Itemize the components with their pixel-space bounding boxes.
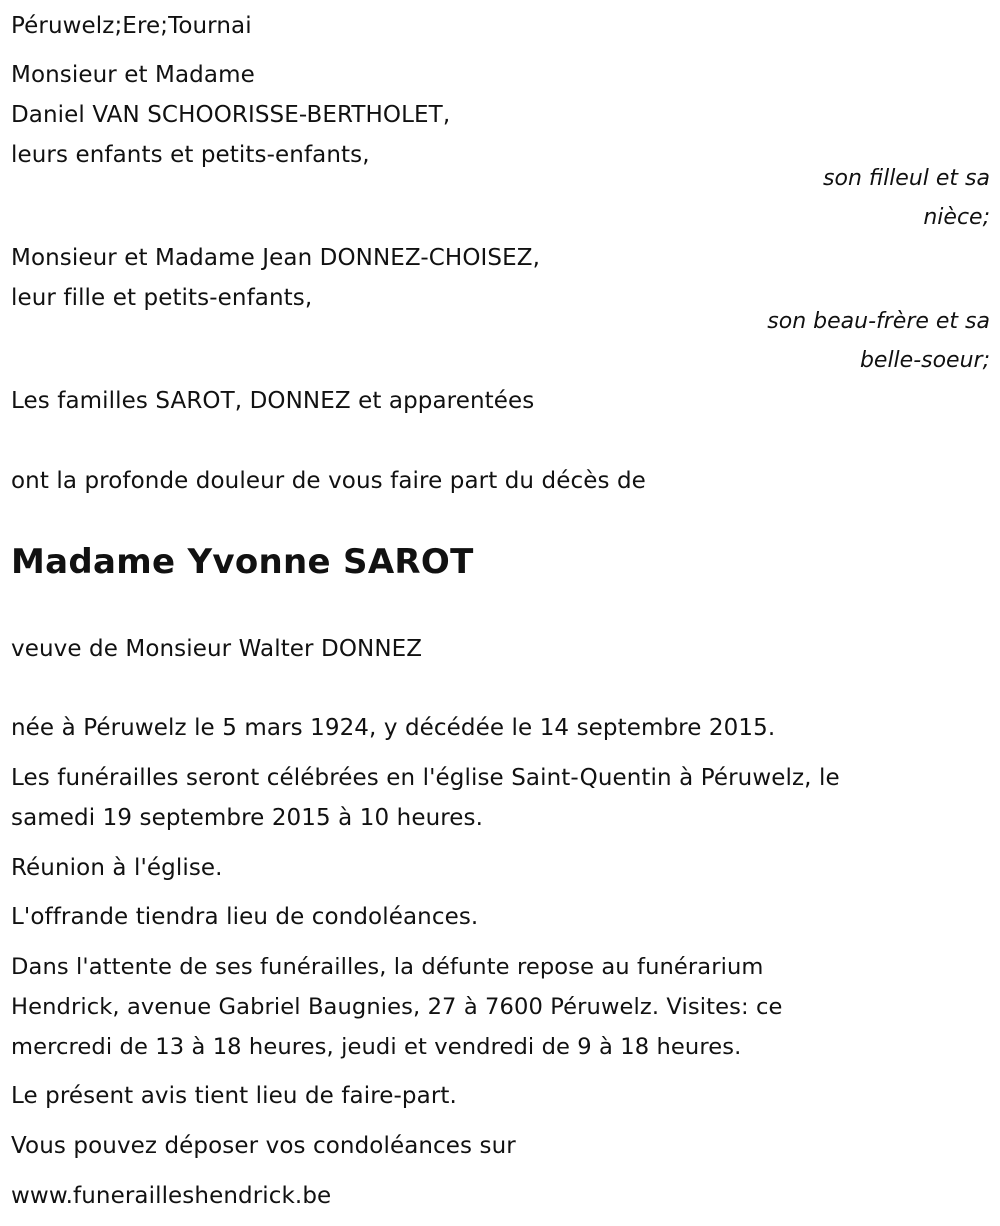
spouse-line: veuve de Monsieur Walter DONNEZ [11,636,423,662]
visitation-line-1: Dans l'attente de ses funérailles, la défunte repose au funérarium [11,954,764,980]
family-2-line-2: leur fille et petits-enfants, [11,285,313,311]
family-1-relation-1: son filleul et sa [823,166,990,191]
announcement: ont la profonde douleur de vous faire part du décès de [11,468,646,494]
family-2-relation-1: son beau-frère et sa [767,309,990,334]
family-1-line-3: leurs enfants et petits-enfants, [11,142,370,168]
deceased-name: Madame Yvonne SAROT [11,542,474,582]
website-link[interactable]: www.funerailleshendrick.be [11,1183,332,1209]
family-2-relation-2: belle-soeur; [859,348,990,373]
family-1-line-1: Monsieur et Madame [11,62,255,88]
visitation-line-3: mercredi de 13 à 18 heures, jeudi et vendredi de 9 à 18 heures. [11,1034,742,1060]
funeral-line-1: Les funérailles seront célébrées en l'église Saint-Quentin à Péruwelz, le [11,765,840,791]
funeral-line-2: samedi 19 septembre 2015 à 10 heures. [11,805,484,831]
family-1-line-2: Daniel VAN SCHOORISSE-BERTHOLET, [11,102,451,128]
notice-note: Le présent avis tient lieu de faire-part. [11,1083,457,1109]
family-1-relation-2: nièce; [923,205,990,230]
offering-note: L'offrande tiendra lieu de condoléances. [11,904,479,930]
visitation-line-2: Hendrick, avenue Gabriel Baugnies, 27 à 7600 Péruwelz. Visites: ce [11,994,783,1020]
condolences-note: Vous pouvez déposer vos condoléances sur [11,1133,516,1159]
family-3-line-1: Les familles SAROT, DONNEZ et apparentées [11,388,535,414]
birth-death-dates: née à Péruwelz le 5 mars 1924, y décédée le 14 septembre 2015. [11,715,776,741]
locations: Péruwelz;Ere;Tournai [11,13,252,39]
meeting-note: Réunion à l'église. [11,855,223,881]
family-2-line-1: Monsieur et Madame Jean DONNEZ-CHOISEZ, [11,245,541,271]
